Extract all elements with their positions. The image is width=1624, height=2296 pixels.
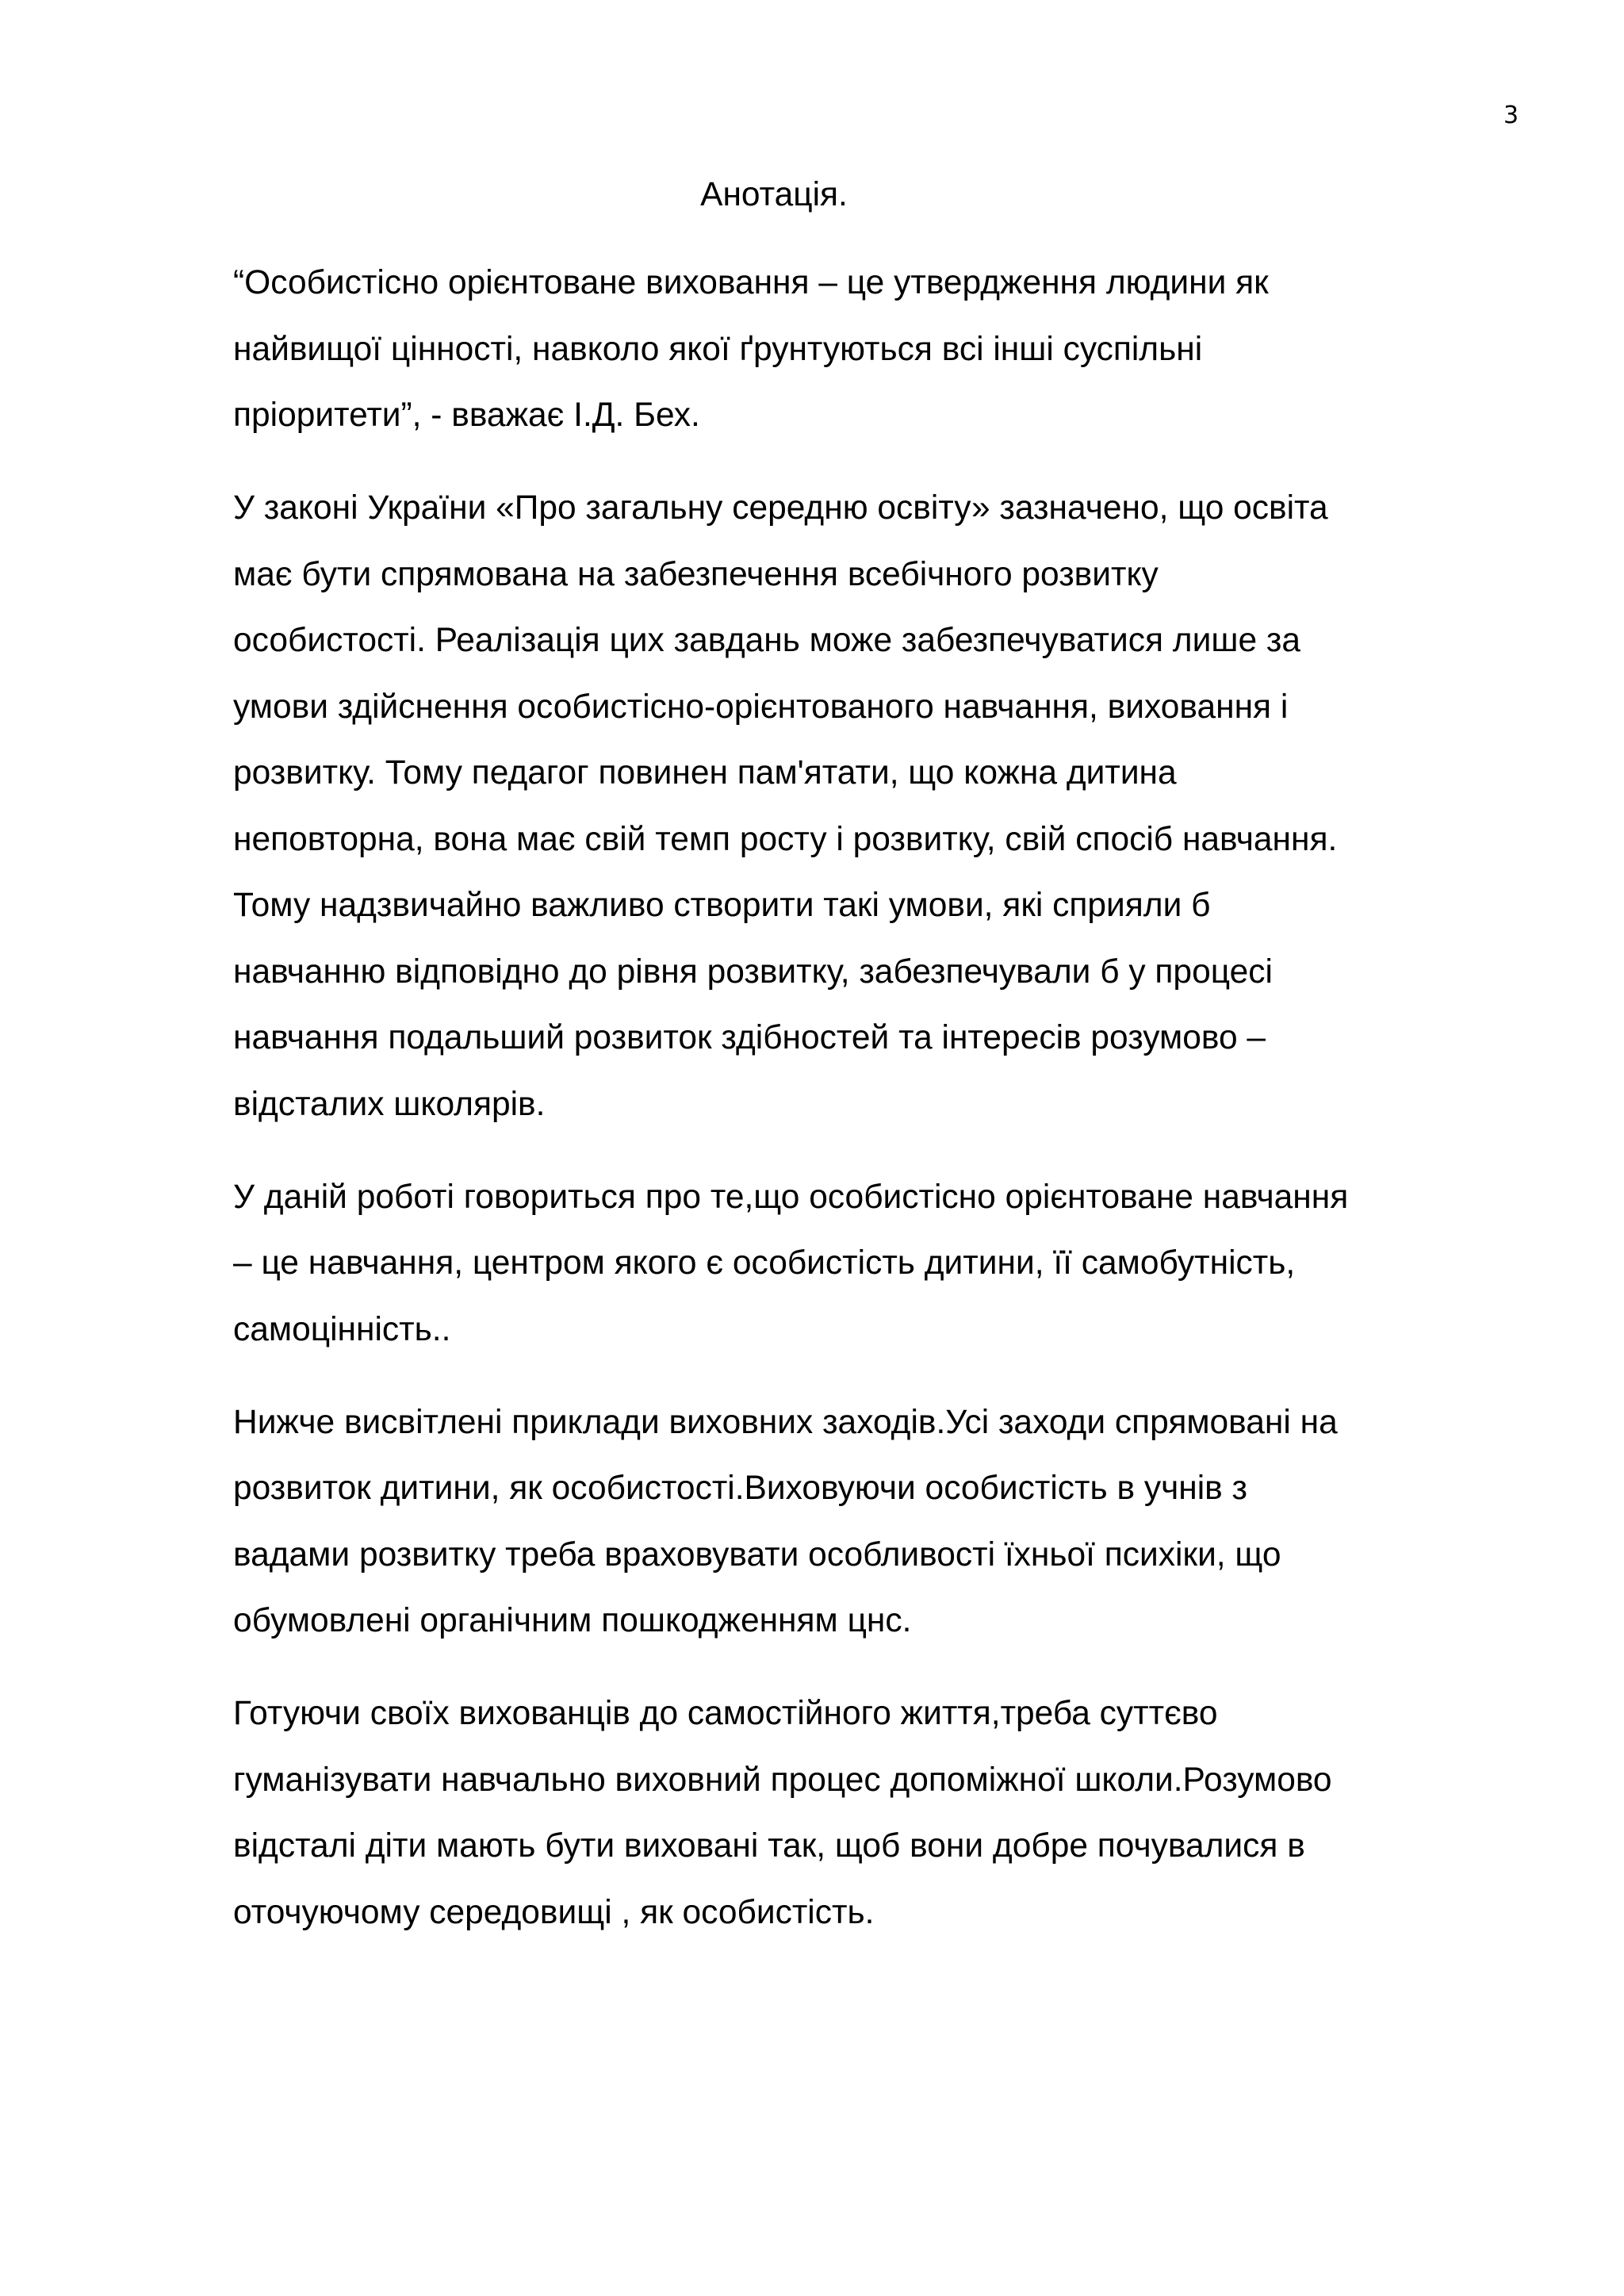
paragraph-examples	[233, 1389, 1549, 1654]
text-line: оточуючому середовищі , як особистість.	[233, 1893, 875, 1931]
page-number: 3	[1503, 102, 1519, 129]
text-line: відсталі діти мають бути виховані так, щоб вони добре почувалися в	[233, 1827, 1305, 1865]
annotation-body	[233, 250, 1549, 1972]
text-line: самоцінність..	[233, 1310, 451, 1348]
paragraph-law	[233, 475, 1549, 1137]
paragraph-conclusion	[233, 1681, 1549, 1945]
text-line: Нижче висвітлені приклади виховних заходів.Усі заходи спрямовані на	[233, 1403, 1338, 1441]
page-title: Анотація.	[700, 176, 848, 213]
text-line: У законі України «Про загальну середню освіту» зазначено, що освіта	[233, 489, 1328, 527]
text-line: “Особистісно орієнтоване виховання – це утвердження людини як	[233, 264, 1269, 301]
text-line: У даній роботі говориться про те,що особистісно орієнтоване навчання	[233, 1178, 1349, 1216]
text-line: особистості. Реалізація цих завдань може забезпечуватися лише за	[233, 622, 1301, 659]
text-line: відсталих школярів.	[233, 1085, 546, 1123]
text-line: розвиток дитини, як особистості.Виховуючи особистість в учнів з	[233, 1470, 1248, 1507]
text-line: навчанню відповідно до рівня розвитку, забезпечували б у процесі	[233, 953, 1273, 991]
text-line: найвищої цінності, навколо якої ґрунтуються всі інші суспільні	[233, 330, 1203, 368]
text-line: Готуючи своїх вихованців до самостійного життя,треба суттєво	[233, 1695, 1218, 1732]
text-line: обумовлені органічним пошкодженням цнс.	[233, 1602, 912, 1639]
text-line: розвитку. Тому педагог повинен пам'ятати, що кожна дитина	[233, 754, 1177, 792]
paragraph-work-summary	[233, 1164, 1549, 1363]
text-line: – це навчання, центром якого є особистість дитини, її самобутність,	[233, 1244, 1296, 1282]
text-line: вадами розвитку треба враховувати особливості їхньої психіки, що	[233, 1535, 1281, 1573]
text-line: неповторна, вона має свій темп росту і розвитку, свій спосіб навчання.	[233, 820, 1338, 858]
text-line: пріоритети”, - вважає І.Д. Бех.	[233, 397, 700, 434]
text-line: умови здійснення особистісно-орієнтованого навчання, виховання і	[233, 688, 1289, 726]
text-line: Тому надзвичайно важливо створити такі умови, які сприяли б	[233, 887, 1211, 924]
text-line: гуманізувати навчально виховний процес допоміжної школи.Розумово	[233, 1761, 1332, 1799]
paragraph-quote	[233, 250, 1549, 449]
text-line: має бути спрямована на забезпечення всебічного розвитку	[233, 555, 1159, 593]
text-line: навчання подальший розвиток здібностей та інтересів розумово –	[233, 1019, 1266, 1056]
